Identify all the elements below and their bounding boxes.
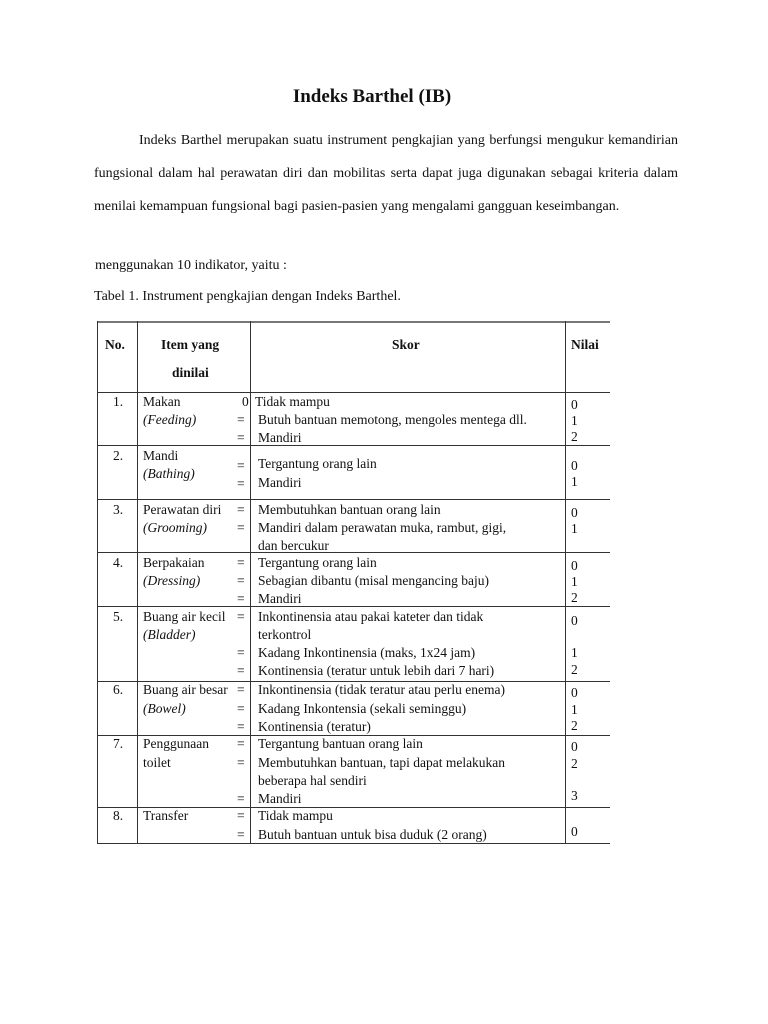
score-text: Kadang Inkontinensia (maks, 1x24 jam) xyxy=(258,645,476,660)
score-text: Mandiri xyxy=(258,591,302,606)
score-text: Tidak mampu xyxy=(258,808,333,823)
score-text: Tergantung bantuan orang lain xyxy=(258,736,423,751)
item-english: (Grooming) xyxy=(143,520,207,535)
score-text: Butuh bantuan memotong, mengoles mentega dll. xyxy=(258,412,527,427)
score-separator: = xyxy=(237,555,245,570)
score-value: 0 xyxy=(571,458,578,473)
score-separator: = xyxy=(237,502,245,517)
item-name: Perawatan diri xyxy=(143,502,222,517)
score-value: 0 xyxy=(571,739,578,754)
item-english: (Bathing) xyxy=(143,466,195,481)
item-english: (Feeding) xyxy=(143,412,197,427)
score-value: 1 xyxy=(571,521,578,536)
score-value: 0 xyxy=(571,397,578,412)
score-separator: = xyxy=(237,736,245,751)
score-text: Mandiri xyxy=(258,791,302,806)
row-divider xyxy=(97,445,610,446)
header-nilai: Nilai xyxy=(571,337,599,352)
score-text: Tidak mampu xyxy=(255,394,330,409)
table-border-left xyxy=(97,321,98,844)
score-separator: = xyxy=(237,609,245,624)
item-name: Penggunaan xyxy=(143,736,209,751)
score-text-continued: beberapa hal sendiri xyxy=(258,773,367,788)
table-divider-skor xyxy=(565,321,566,844)
score-text: Tergantung orang lain xyxy=(258,555,377,570)
score-separator: = xyxy=(237,791,245,806)
score-text: Inkontinensia atau pakai kateter dan tidak xyxy=(258,609,484,624)
indicator-line: menggunakan 10 indikator, yaitu : xyxy=(95,258,287,273)
score-text-continued: dan bercukur xyxy=(258,538,329,553)
row-number: 7. xyxy=(113,736,124,751)
score-text: Mandiri xyxy=(258,475,302,490)
score-text: Kontinensia (teratur untuk lebih dari 7 hari) xyxy=(258,663,495,678)
score-value: 1 xyxy=(571,574,578,589)
barthel-table xyxy=(97,321,610,844)
header-no: No. xyxy=(105,337,125,352)
score-separator: = xyxy=(237,573,245,588)
item-name: Buang air kecil xyxy=(143,609,226,624)
row-divider xyxy=(97,552,610,553)
header-skor: Skor xyxy=(392,337,420,352)
score-text: Kontinensia (teratur) xyxy=(258,719,371,734)
score-separator: = xyxy=(237,719,245,734)
score-value: 2 xyxy=(571,718,578,733)
intro-paragraph: Indeks Barthel merupakan suatu instrument pengkajian yang berfungsi mengukur kemandirian fungsional dalam hal perawatan diri dan mobilitas serta dapat juga digunakan sebagai kriteria dalam menilai kemampuan fungsional bagi pasien-pasien yang mengalami gangguan keseimbangan. xyxy=(94,133,678,214)
score-separator: = xyxy=(237,682,245,697)
score-value: 3 xyxy=(571,788,578,803)
score-separator: = xyxy=(237,701,245,716)
row-number: 8. xyxy=(113,808,124,823)
score-text: Inkontinensia (tidak teratur atau perlu enema) xyxy=(258,682,506,697)
score-value: 2 xyxy=(571,662,578,677)
table-caption: Tabel 1. Instrument pengkajian dengan Indeks Barthel. xyxy=(94,289,401,304)
score-value: 1 xyxy=(571,474,578,489)
row-number: 6. xyxy=(113,682,124,697)
score-separator: = xyxy=(237,663,245,678)
item-name: Berpakaian xyxy=(143,555,205,570)
score-text: Tergantung orang lain xyxy=(258,456,377,471)
score-text: Butuh bantuan untuk bisa duduk (2 orang) xyxy=(258,827,487,842)
row-divider xyxy=(97,606,610,607)
score-text: Kadang Inkontensia (sekali seminggu) xyxy=(258,701,467,716)
score-text: Sebagian dibantu (misal mengancing baju) xyxy=(258,573,489,588)
table-divider-no xyxy=(137,321,138,844)
row-number: 1. xyxy=(113,394,124,409)
row-number: 5. xyxy=(113,609,124,624)
score-value: 1 xyxy=(571,645,578,660)
item-english: (Bowel) xyxy=(143,701,186,716)
row-number: 4. xyxy=(113,555,124,570)
item-name: Mandi xyxy=(143,448,179,463)
header-item-line1: Item yang xyxy=(161,337,220,352)
score-text: Mandiri xyxy=(258,430,302,445)
score-separator: = xyxy=(237,412,245,427)
score-value: 0 xyxy=(571,505,578,520)
score-text-continued: terkontrol xyxy=(258,627,312,642)
item-english: (Bladder) xyxy=(143,627,196,642)
score-text: Mandiri dalam perawatan muka, rambut, gigi, xyxy=(258,520,507,535)
page-title: Indeks Barthel (IB) xyxy=(292,86,452,107)
score-value: 0 xyxy=(571,824,578,839)
item-name: Makan xyxy=(143,394,181,409)
row-number: 3. xyxy=(113,502,124,517)
score-separator: = xyxy=(237,520,245,535)
row-divider xyxy=(97,499,610,500)
score-separator: 0 xyxy=(242,394,249,409)
score-separator: = xyxy=(237,591,245,606)
item-english: (Dressing) xyxy=(143,573,201,588)
header-item-line2: dinilai xyxy=(172,365,209,380)
score-separator: = xyxy=(237,808,245,823)
score-value: 1 xyxy=(571,702,578,717)
score-separator: = xyxy=(237,458,245,473)
score-separator: = xyxy=(237,476,245,491)
score-value: 0 xyxy=(571,685,578,700)
score-value: 0 xyxy=(571,558,578,573)
score-text: Membutuhkan bantuan, tapi dapat melakukan xyxy=(258,755,506,770)
score-separator: = xyxy=(237,755,245,770)
item-name: Buang air besar xyxy=(143,682,228,697)
score-value: 2 xyxy=(571,429,578,444)
score-value: 2 xyxy=(571,756,578,771)
item-name-continued: toilet xyxy=(143,755,171,770)
item-name: Transfer xyxy=(143,808,189,823)
score-text: Membutuhkan bantuan orang lain xyxy=(258,502,441,517)
score-separator: = xyxy=(237,827,245,842)
score-value: 0 xyxy=(571,613,578,628)
score-value: 2 xyxy=(571,590,578,605)
row-number: 2. xyxy=(113,448,124,463)
table-top-border xyxy=(97,321,610,323)
score-separator: = xyxy=(237,645,245,660)
score-value: 1 xyxy=(571,413,578,428)
score-separator: = xyxy=(237,430,245,445)
